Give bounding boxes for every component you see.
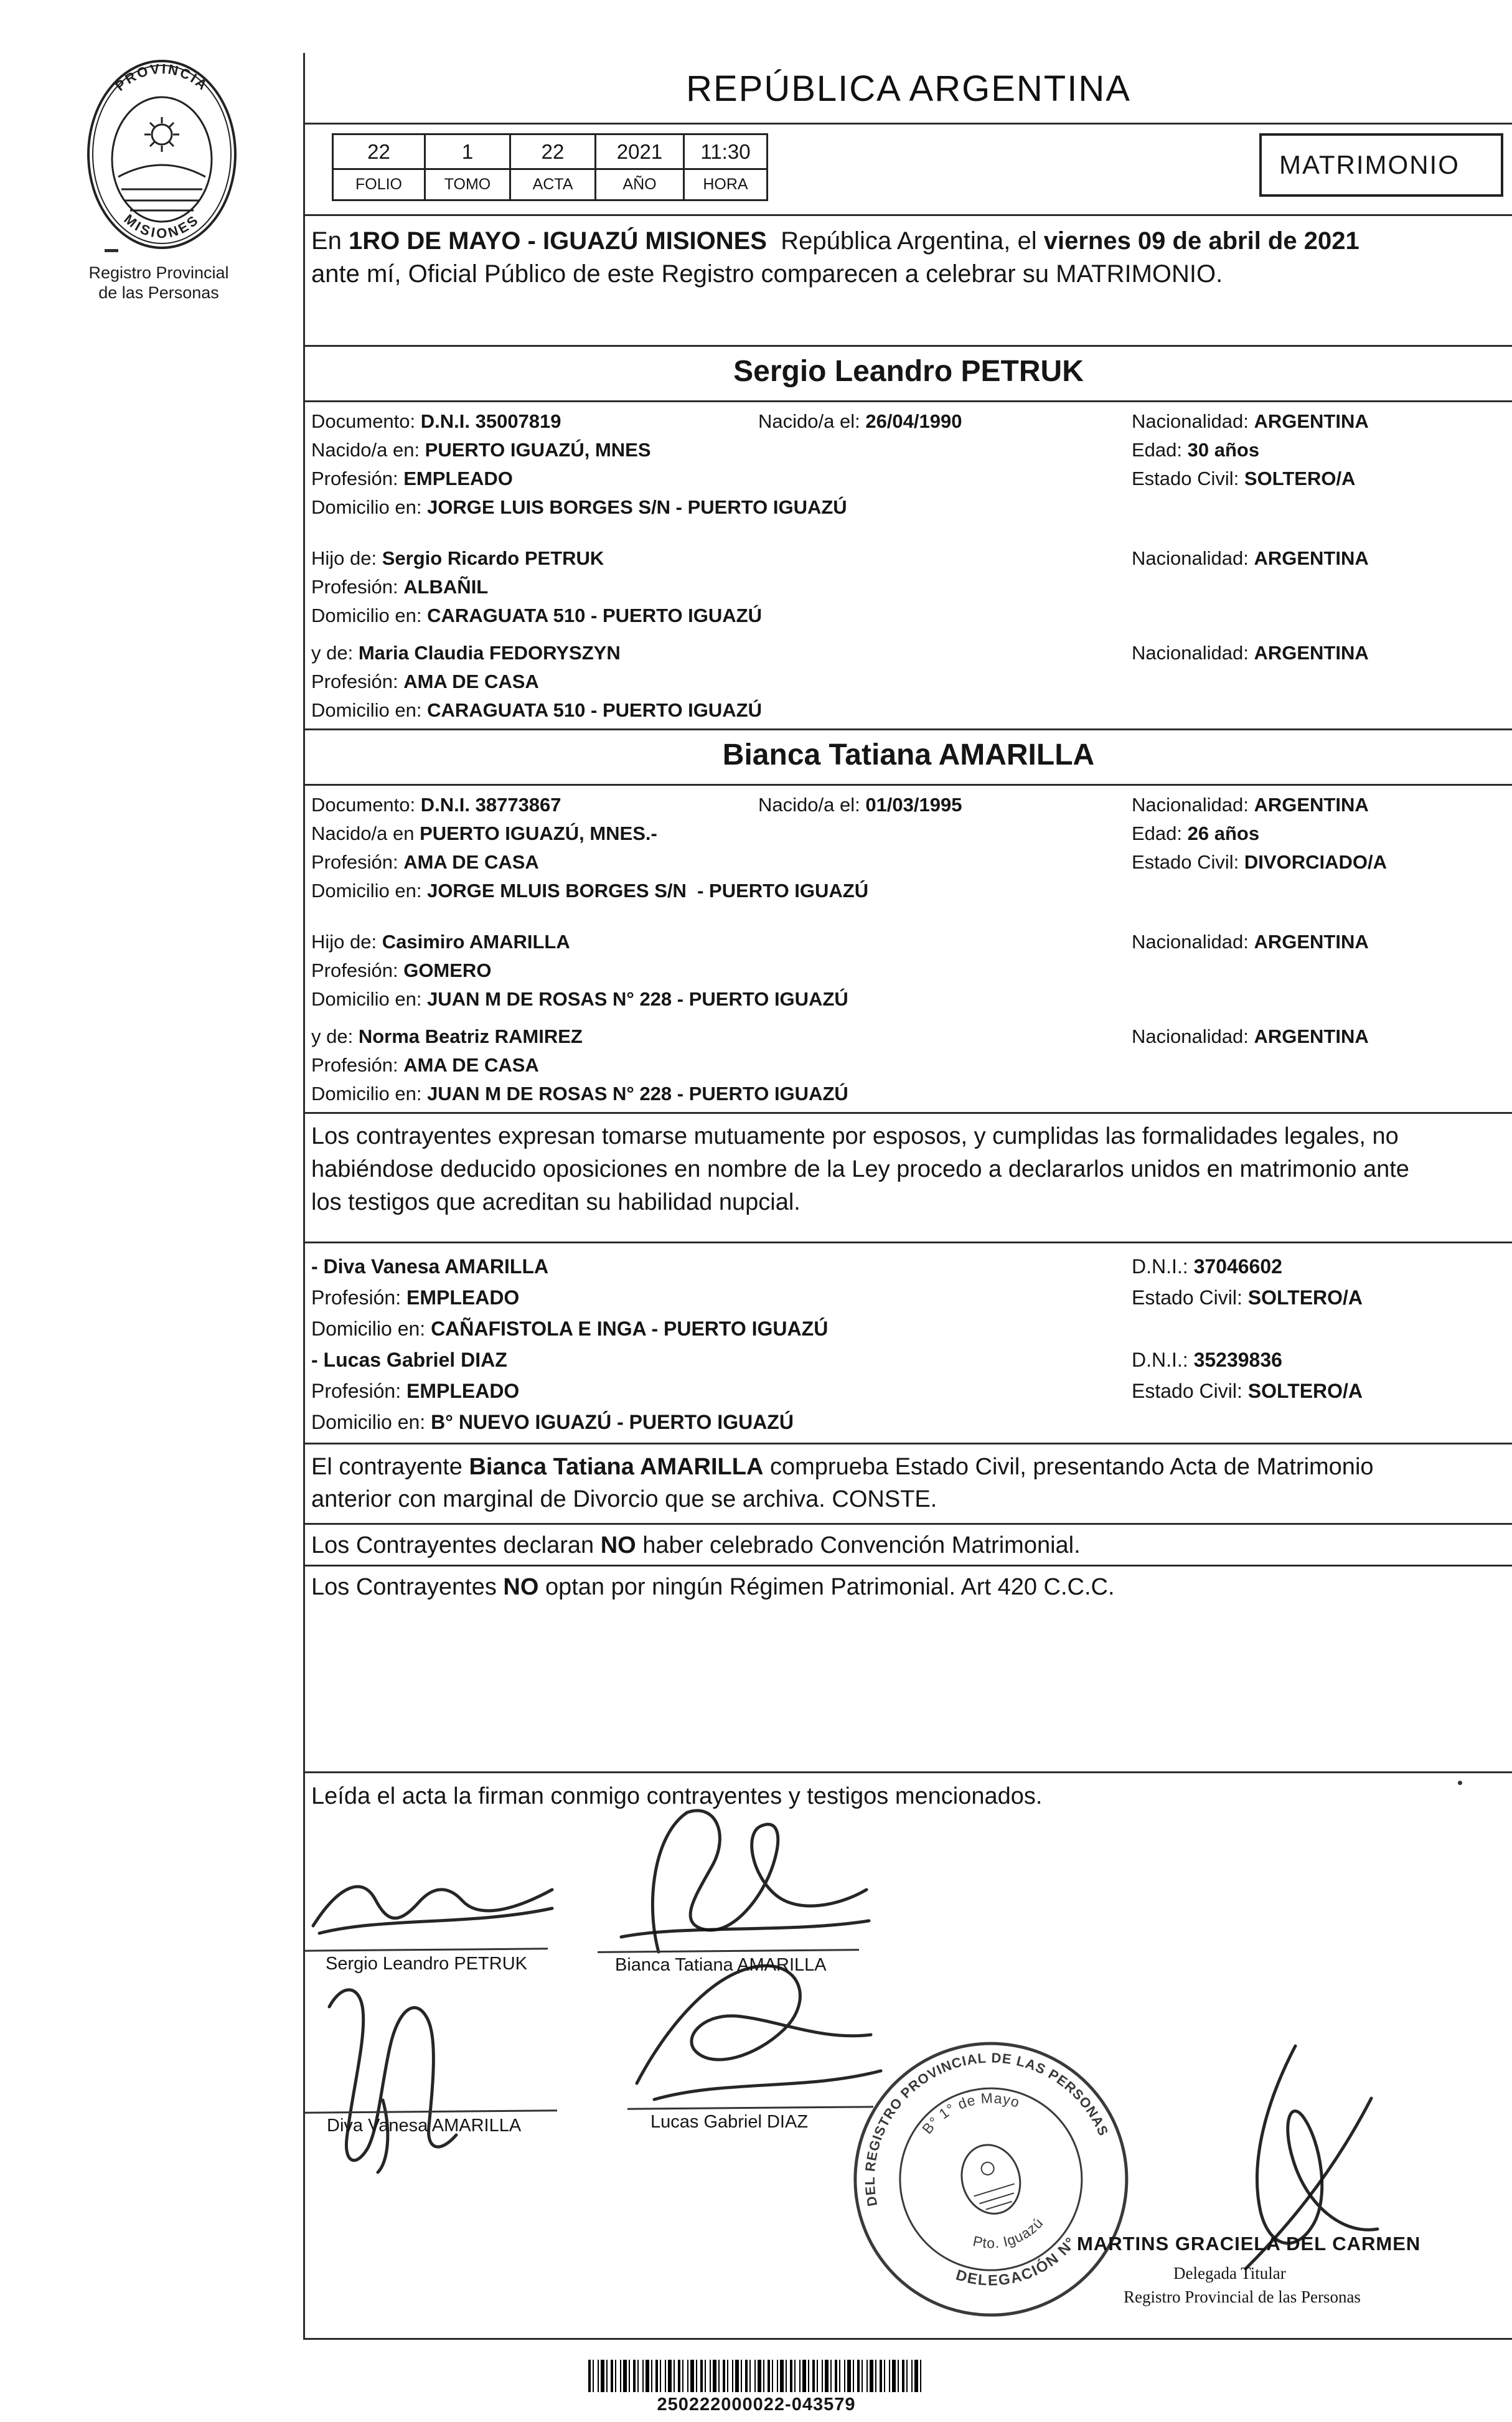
registry-caption [50,263,268,303]
signatures-area [305,1829,1512,2338]
hora-value: 11:30 [684,134,768,169]
record-row [305,1313,1512,1344]
record-cell: - Lucas Gabriel DIAZ [311,1349,507,1371]
record-cell: Nacionalidad: ARGENTINA [1132,794,1369,816]
title-block [305,53,1512,125]
record-row [305,985,1512,1014]
record-row [305,667,1512,696]
record-cell: Documento: D.N.I. 35007819 [311,410,561,432]
record-cell: Profesión: AMA DE CASA [311,1054,539,1076]
record-row [305,573,1512,601]
record-row [305,956,1512,985]
acta-header: ACTA [510,169,596,200]
stamp-ring-top-text: DEL REGISTRO PROVINCIAL DE LAS PERSONAS [862,2050,1112,2208]
record-cell: Profesión: ALBAÑIL [311,576,489,598]
record-cell: Hijo de: Sergio Ricardo PETRUK [311,547,604,569]
record-row [305,1282,1512,1313]
barcode-number: 250222000022-043579 [657,2395,856,2415]
sun-icon [152,125,172,144]
hora-header: HORA [684,169,768,200]
record-row [305,601,1512,630]
record-cell: Nacionalidad: ARGENTINA [1132,642,1369,664]
record-cell: Estado Civil: SOLTERO/A [1132,1286,1363,1309]
record-cell: - Diva Vanesa AMARILLA [311,1255,549,1278]
record-cell: y de: Norma Beatriz RAMIREZ [311,1025,583,1047]
record-row [305,639,1512,667]
record-row [305,544,1512,573]
record-cell: Profesión: EMPLEADO [311,1286,520,1309]
record-cell: Profesión: GOMERO [311,959,492,981]
stamp-ring-bottom-text: DELEGACIÓN N° [954,2233,1080,2289]
record-cell: Profesión: EMPLEADO [311,468,513,489]
record-cell: Nacionalidad: ARGENTINA [1132,931,1369,953]
seal-top-text: PROVINCIA [112,60,212,94]
bride-signature-label: Bianca Tatiana AMARILLA [615,1955,827,1975]
blank-section [305,1606,1512,1773]
folio-values-row [333,134,768,169]
record-cell: Nacido/a en PUERTO IGUAZÚ, MNES.- [311,822,657,844]
declaration-regimen [305,1567,1512,1606]
record-row [305,848,1512,877]
groom-details [305,402,1512,730]
record-row [305,1051,1512,1080]
svg-text:Pto. Iguazú [967,2212,1049,2259]
record-row [305,1251,1512,1282]
record-cell: Nacido/a en: PUERTO IGUAZÚ, MNES [311,439,651,461]
record-row [305,819,1512,848]
act-type-box: MATRIMONIO [1259,133,1503,197]
bride-section-header: Bianca Tatiana AMARILLA [305,730,1512,786]
closing-line: Leída el acta la firman conmigo contrayentes y testigos mencionados. [311,1783,1043,1809]
stamp-inner-top-text: B° 1° de Mayo [919,2090,1022,2137]
record-cell: y de: Maria Claudia FEDORYSZYN [311,642,621,664]
text-line: Los Contrayentes declaran NO haber celebrado Convención Matrimonial. [311,1532,1081,1558]
record-row [305,791,1512,819]
bride-details [305,786,1512,1114]
tomo-value: 1 [425,134,510,169]
folio-value: 22 [333,134,425,169]
declaration-convention [305,1525,1512,1567]
record-row [305,436,1512,464]
record-cell: Edad: 26 años [1132,822,1260,844]
official-name: MARTINS GRACIELA DEL CARMEN [1077,2233,1421,2255]
record-cell: Domicilio en: CARAGUATA 510 - PUERTO IGUAZÚ [311,605,763,626]
record-cell: Estado Civil: SOLTERO/A [1132,468,1356,489]
record-row [305,928,1512,956]
official-role: Delegada Titular [1173,2264,1286,2283]
witness2-signature-label: Lucas Gabriel DIAZ [650,2112,809,2132]
record-cell: Documento: D.N.I. 38773867 [311,794,561,816]
record-cell: Domicilio en: CARAGUATA 510 - PUERTO IGUAZÚ [311,699,763,721]
record-cell: D.N.I.: 35239836 [1132,1349,1282,1371]
stamp-inner-bottom-text: Pto. Iguazú [971,2214,1046,2251]
registry-caption-line2: de las Personas [98,283,219,302]
record-cell: Domicilio en: JORGE MLUIS BORGES S/N - PUERTO IGUAZÚ [311,880,869,902]
text-line: habiéndose deducido oposiciones en nombre de la Ley procedo a declararlos unidos en matrimonio ante [311,1156,1409,1182]
intro-paragraph [305,216,1512,347]
svg-text:MISIONES [121,211,202,241]
record-row [305,407,1512,436]
document-title: REPÚBLICA ARGENTINA [686,68,1131,109]
record-cell: Estado Civil: SOLTERO/A [1132,1380,1363,1402]
barcode [588,2360,924,2392]
header-strip [305,125,1512,216]
acta-value: 22 [510,134,596,169]
text-line: Los contrayentes expresan tomarse mutuamente por esposos, y cumplidas las formalidades legales, no [311,1123,1399,1149]
text-line: El contrayente Bianca Tatiana AMARILLA comprueba Estado Civil, presentando Acta de Matrimonio [311,1454,1374,1480]
seal-bottom-text: MISIONES [121,211,203,242]
record-row [305,1080,1512,1108]
provincial-seal-emblem [78,55,246,254]
witnesses-list [305,1243,1512,1444]
certificate-body [303,53,1512,2340]
record-row [305,493,1512,522]
witness1-signature-label: Diva Vanesa AMARILLA [327,2116,522,2136]
record-cell: Nacido/a el: 01/03/1995 [758,794,962,816]
text-line: ante mí, Oficial Público de este Registro comparecen a celebrar su MATRIMONIO. [311,260,1223,288]
anio-value: 2021 [596,134,684,169]
text-line: En 1RO DE MAYO - IGUAZÚ MISIONES República Argentina, el viernes 09 de abril de 2021 [311,227,1359,255]
record-cell: Estado Civil: DIVORCIADO/A [1132,851,1387,873]
record-cell: Hijo de: Casimiro AMARILLA [311,931,570,953]
witness1-signature [308,1969,495,2175]
text-line: anterior con marginal de Divorcio que se archiva. CONSTE. [311,1486,937,1512]
record-cell: Domicilio en: B° NUEVO IGUAZÚ - PUERTO IGUAZÚ [311,1411,794,1433]
provincial-seal-icon [78,55,246,254]
record-cell: D.N.I.: 37046602 [1132,1255,1282,1278]
record-row [305,1407,1512,1438]
anio-header: AÑO [596,169,684,200]
record-cell: Domicilio en: JUAN M DE ROSAS N° 228 - PUERTO IGUAZÚ [311,988,848,1010]
record-cell: Nacionalidad: ARGENTINA [1132,1025,1369,1047]
svg-text:B° 1° de Mayo [914,2078,1026,2139]
record-row [305,877,1512,905]
text-line: los testigos que acreditan su habilidad nupcial. [311,1189,801,1215]
official-org: Registro Provincial de las Personas [1124,2288,1361,2306]
record-cell: Profesión: AMA DE CASA [311,851,539,873]
text-line: Los Contrayentes NO optan por ningún Régimen Patrimonial. Art 420 C.C.C. [311,1574,1115,1600]
record-cell: Nacionalidad: ARGENTINA [1132,410,1369,432]
groom-signature-label: Sergio Leandro PETRUK [326,1954,527,1974]
record-row [305,1344,1512,1375]
scan-artifact-dash [105,249,118,252]
record-row [305,1375,1512,1407]
record-cell: Nacionalidad: ARGENTINA [1132,547,1369,569]
record-cell: Domicilio en: JORGE LUIS BORGES S/N - PUERTO IGUAZÚ [311,496,847,518]
registry-caption-line1: Registro Provincial [88,263,229,282]
tomo-header: TOMO [425,169,510,200]
consent-paragraph [305,1114,1512,1243]
groom-signature [308,1864,557,1951]
scan-artifact-dot [1458,1781,1462,1785]
record-cell: Domicilio en: CAÑAFISTOLA E INGA - PUERTO IGUAZÚ [311,1317,829,1340]
folio-table [332,133,768,201]
folio-headers-row [333,169,768,200]
record-row [305,696,1512,725]
record-cell: Edad: 30 años [1132,439,1260,461]
record-row [305,464,1512,493]
bride-signature [585,1801,878,1957]
groom-section-header: Sergio Leandro PETRUK [305,347,1512,402]
folio-header: FOLIO [333,169,425,200]
record-row [305,1022,1512,1051]
record-cell: Domicilio en: JUAN M DE ROSAS N° 228 - PUERTO IGUAZÚ [311,1083,848,1105]
record-cell: Nacido/a el: 26/04/1990 [758,410,962,432]
civil-status-note [305,1444,1512,1525]
record-cell: Profesión: AMA DE CASA [311,671,539,692]
record-cell: Profesión: EMPLEADO [311,1380,520,1402]
